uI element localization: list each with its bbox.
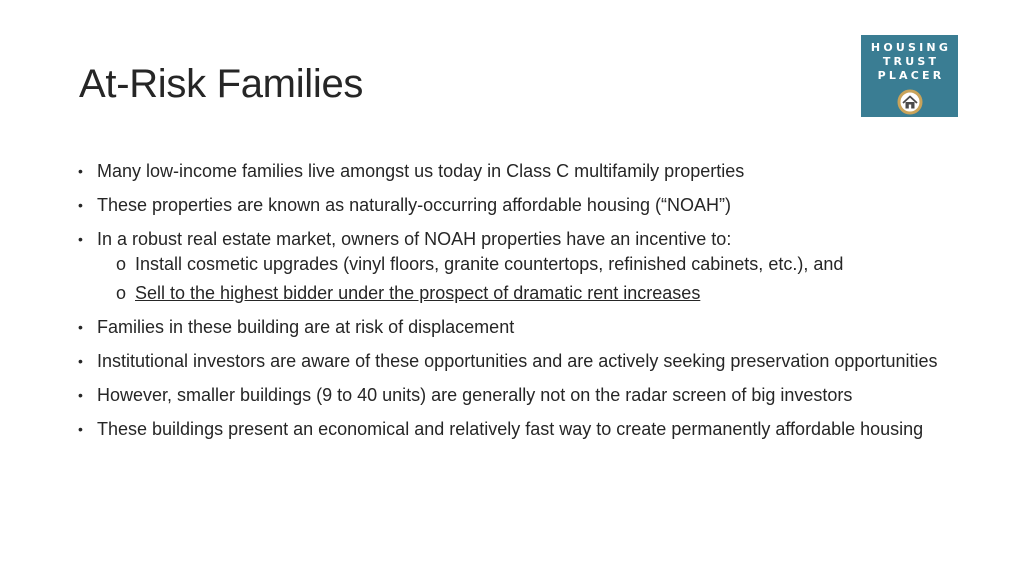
bullet-marker: • bbox=[78, 421, 83, 437]
logo-text-line-2: TRUST bbox=[882, 55, 940, 68]
logo-text-line-3: PLACER bbox=[877, 69, 945, 82]
housing-trust-placer-logo bbox=[861, 35, 958, 117]
list-item bbox=[78, 316, 958, 339]
sub-bullet-marker: o bbox=[116, 254, 127, 274]
bullet-text: Institutional investors are aware of these opportunities and are actively seeking preservation opportunities bbox=[97, 351, 938, 371]
bullet-text: Families in these building are at risk of displacement bbox=[97, 317, 515, 337]
bullet-marker: • bbox=[78, 231, 83, 247]
sub-bullet-marker: o bbox=[116, 283, 127, 303]
slide-title: At-Risk Families bbox=[79, 62, 364, 106]
bullet-marker: • bbox=[78, 197, 83, 213]
bullet-marker: • bbox=[78, 319, 83, 335]
sub-list-item bbox=[97, 282, 958, 305]
bullet-text: These buildings present an economical and relatively fast way to create permanently affordable housing bbox=[97, 419, 924, 439]
bullet-text: Many low-income families live amongst us today in Class C multifamily properties bbox=[97, 161, 745, 181]
sub-bullet-list bbox=[97, 253, 958, 305]
bullet-marker: • bbox=[78, 163, 83, 179]
list-item bbox=[78, 384, 958, 407]
sub-list-item bbox=[97, 253, 958, 276]
list-item bbox=[78, 418, 958, 441]
house-icon bbox=[897, 89, 923, 115]
bullet-list bbox=[78, 160, 958, 452]
logo-text-line-1: HOUSING bbox=[870, 41, 952, 54]
list-item bbox=[78, 350, 958, 373]
list-item bbox=[78, 228, 958, 305]
bullet-text: However, smaller buildings (9 to 40 units) are generally not on the radar screen of big investors bbox=[97, 385, 853, 405]
list-item bbox=[78, 160, 958, 183]
bullet-marker: • bbox=[78, 387, 83, 403]
bullet-text: In a robust real estate market, owners of NOAH properties have an incentive to: bbox=[97, 229, 732, 249]
list-item bbox=[78, 194, 958, 217]
bullet-marker: • bbox=[78, 353, 83, 369]
sub-bullet-text-underlined: Sell to the highest bidder under the prospect of dramatic rent increases bbox=[135, 283, 701, 303]
sub-bullet-text: Install cosmetic upgrades (vinyl floors, granite countertops, refinished cabinets, etc.), and bbox=[135, 254, 844, 274]
bullet-text: These properties are known as naturally-occurring affordable housing (“NOAH”) bbox=[97, 195, 731, 215]
